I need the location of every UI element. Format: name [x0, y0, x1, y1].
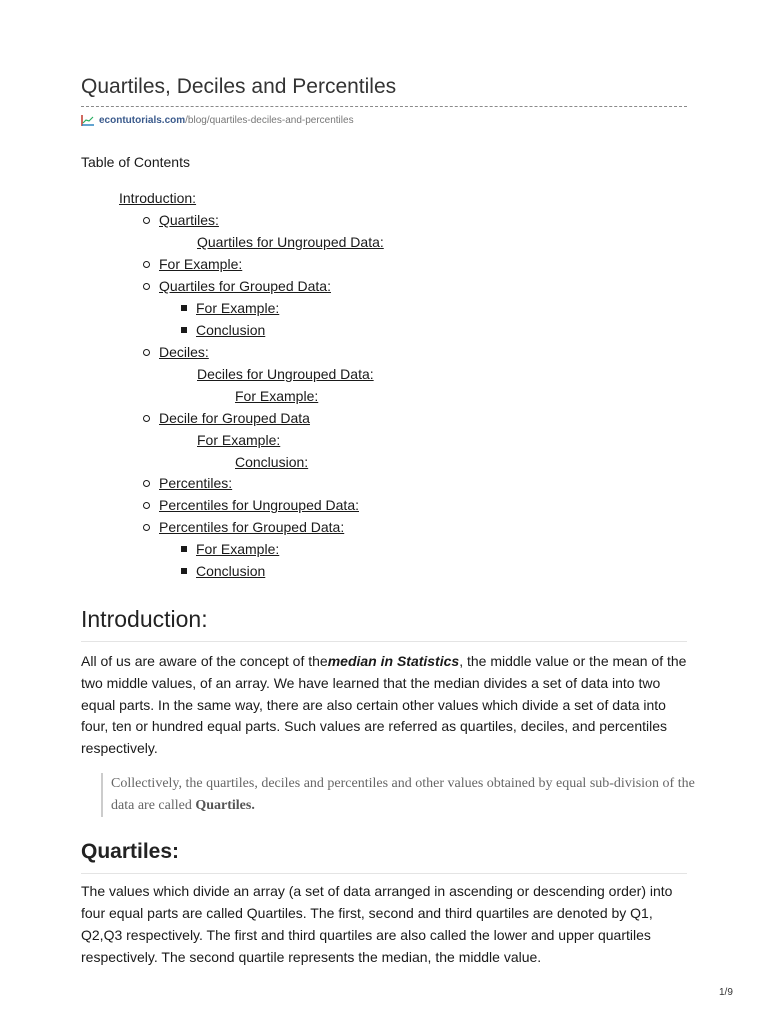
- toc-link[interactable]: Quartiles for Ungrouped Data:: [197, 234, 384, 250]
- toc-item[interactable]: [181, 299, 279, 317]
- circle-bullet-icon: [143, 217, 150, 224]
- intro-text-end: , the middle value or the mean of the two middle values, of an array. We have learned that the median divides a set of data into two equal parts. In the same way, there are also certain other values which divide a set of data into four, ten or hundred equal parts. Such values are referred as quartiles, deciles, and percentiles respectively.: [81, 653, 687, 757]
- intro-emphasis: median in Statistics: [327, 653, 460, 669]
- toc-link[interactable]: For Example:: [197, 432, 281, 448]
- page-title: Quartiles, Deciles and Percentiles: [81, 75, 397, 98]
- toc-link[interactable]: For Example:: [235, 388, 319, 404]
- toc-item[interactable]: [235, 387, 318, 405]
- toc-item[interactable]: [181, 321, 265, 339]
- toc-link[interactable]: Decile for Grouped Data: [159, 410, 310, 426]
- table-of-contents: [81, 0, 687, 590]
- toc-link[interactable]: Deciles:: [159, 344, 209, 360]
- quartiles-paragraph: The values which divide an array (a set of data arranged in ascending or descending order) into four equal parts are called Quartiles. The first, second and third quartiles are denoted by Q1, Q2,Q3 respectively. The first and third quartiles are also called the lower and upper quartiles respectively. The second quartile represents the median, the middle value.: [81, 883, 673, 965]
- toc-item[interactable]: [181, 562, 265, 580]
- toc-link[interactable]: For Example:: [196, 541, 280, 557]
- quote-term: Quartiles.: [195, 798, 255, 813]
- toc-item[interactable]: [143, 496, 359, 514]
- toc-item[interactable]: [235, 453, 308, 471]
- toc-item[interactable]: [119, 189, 196, 207]
- square-bullet-icon: [181, 546, 187, 552]
- toc-item[interactable]: [143, 518, 344, 536]
- toc-link[interactable]: Introduction:: [119, 190, 197, 206]
- definition-quote: [101, 773, 697, 817]
- toc-item[interactable]: [197, 431, 280, 449]
- introduction-paragraph: [81, 651, 687, 760]
- toc-link[interactable]: Percentiles:: [159, 475, 233, 491]
- toc-link[interactable]: Percentiles for Grouped Data:: [159, 519, 345, 535]
- square-bullet-icon: [181, 568, 187, 574]
- toc-item[interactable]: [143, 255, 242, 273]
- toc-link[interactable]: Percentiles for Ungrouped Data:: [159, 497, 359, 513]
- toc-item[interactable]: [143, 277, 331, 295]
- circle-bullet-icon: [143, 524, 150, 531]
- circle-bullet-icon: [143, 480, 150, 487]
- toc-link[interactable]: Deciles for Ungrouped Data:: [197, 366, 374, 382]
- circle-bullet-icon: [143, 349, 150, 356]
- circle-bullet-icon: [143, 261, 150, 268]
- toc-item[interactable]: [143, 211, 219, 229]
- quote-text: Collectively, the quartiles, deciles and percentiles and other values obtained by equal sub-division of the data are called: [111, 776, 695, 813]
- page-number: 1/9: [719, 987, 733, 998]
- quartiles-heading: Quartiles:: [81, 840, 180, 863]
- circle-bullet-icon: [143, 415, 150, 422]
- toc-link[interactable]: For Example:: [196, 300, 280, 316]
- square-bullet-icon: [181, 305, 187, 311]
- toc-item[interactable]: [143, 409, 310, 427]
- toc-link[interactable]: Conclusion: [196, 563, 266, 579]
- square-bullet-icon: [181, 327, 187, 333]
- toc-item[interactable]: [143, 474, 232, 492]
- toc-link[interactable]: Conclusion: [196, 322, 266, 338]
- toc-item[interactable]: [197, 365, 374, 383]
- section-divider: [81, 873, 687, 874]
- introduction-heading: Introduction:: [81, 606, 208, 632]
- source-path[interactable]: /blog/quartiles-deciles-and-percentiles: [185, 115, 354, 126]
- toc-link[interactable]: Quartiles:: [159, 212, 219, 228]
- toc-item[interactable]: [181, 540, 279, 558]
- toc-heading: Table of Contents: [81, 154, 190, 170]
- section-divider: [81, 641, 687, 642]
- toc-link[interactable]: Conclusion:: [235, 454, 309, 470]
- toc-link[interactable]: For Example:: [159, 256, 243, 272]
- source-site[interactable]: econtutorials.com: [99, 115, 186, 126]
- circle-bullet-icon: [143, 502, 150, 509]
- circle-bullet-icon: [143, 283, 150, 290]
- intro-text-start: All of us are aware of the concept of the: [81, 653, 328, 669]
- toc-item[interactable]: [143, 343, 209, 361]
- toc-item[interactable]: [197, 233, 384, 251]
- toc-link[interactable]: Quartiles for Grouped Data:: [159, 278, 331, 294]
